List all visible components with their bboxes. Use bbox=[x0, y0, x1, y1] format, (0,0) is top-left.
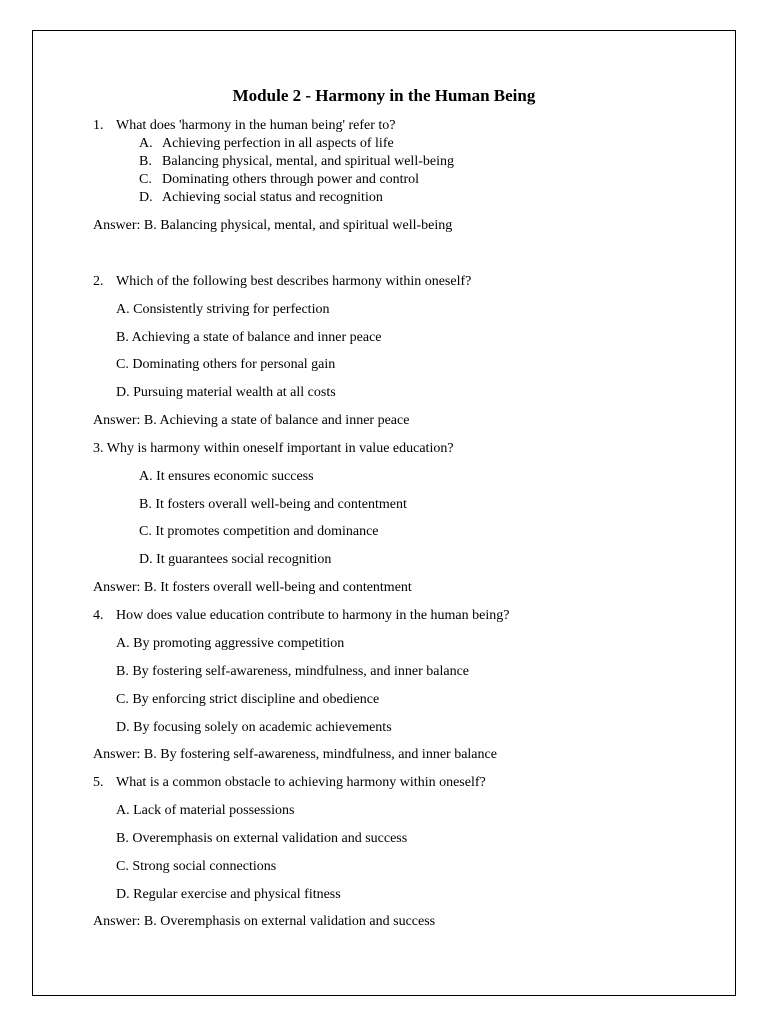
option-text: A. Consistently striving for perfection bbox=[116, 302, 330, 317]
answer-text: Answer: B. Achieving a state of balance and inner peace bbox=[93, 413, 410, 428]
answer-text: Answer: B. By fostering self-awareness, mindfulness, and inner balance bbox=[93, 747, 497, 762]
option-text: D. It guarantees social recognition bbox=[139, 552, 332, 567]
option-text: B. Achieving a state of balance and inner peace bbox=[116, 330, 382, 345]
option-letter: B. bbox=[139, 154, 152, 169]
option-letter: C. bbox=[139, 172, 152, 187]
option-text: C. Dominating others for personal gain bbox=[116, 357, 336, 372]
option-text: B. By fostering self-awareness, mindfulness, and inner balance bbox=[116, 664, 470, 679]
option-text: D. Pursuing material wealth at all costs bbox=[116, 385, 336, 400]
answer-text: Answer: B. Overemphasis on external validation and success bbox=[93, 914, 436, 929]
answer-text: Answer: B. It fosters overall well-being and contentment bbox=[93, 580, 412, 595]
question-text: 3. Why is harmony within oneself important in value education? bbox=[93, 441, 454, 456]
question-number: 2. bbox=[93, 274, 104, 289]
option-text: D. By focusing solely on academic achievements bbox=[116, 720, 392, 735]
option-letter: D. bbox=[139, 190, 153, 205]
option-text: A. It ensures economic success bbox=[139, 469, 314, 484]
option-text: A. Lack of material possessions bbox=[116, 803, 295, 818]
option-text: Balancing physical, mental, and spiritual well-being bbox=[162, 154, 454, 169]
option-text: C. It promotes competition and dominance bbox=[139, 524, 379, 539]
option-text: B. It fosters overall well-being and contentment bbox=[139, 497, 407, 512]
question-text: What does 'harmony in the human being' refer to? bbox=[116, 118, 396, 133]
page-title: Module 2 - Harmony in the Human Being bbox=[232, 86, 536, 105]
option-text: Achieving perfection in all aspects of life bbox=[162, 136, 394, 151]
question-text: What is a common obstacle to achieving harmony within oneself? bbox=[116, 775, 486, 790]
option-text: Achieving social status and recognition bbox=[162, 190, 383, 205]
question-text: Which of the following best describes harmony within oneself? bbox=[116, 274, 472, 289]
question-number: 5. bbox=[93, 775, 104, 790]
option-text: A. By promoting aggressive competition bbox=[116, 636, 345, 651]
option-text: C. Strong social connections bbox=[116, 859, 277, 874]
answer-text: Answer: B. Balancing physical, mental, and spiritual well-being bbox=[93, 218, 453, 233]
question-number: 4. bbox=[93, 608, 104, 623]
option-text: Dominating others through power and control bbox=[162, 172, 420, 187]
question-text: How does value education contribute to harmony in the human being? bbox=[116, 608, 510, 623]
option-text: C. By enforcing strict discipline and obedience bbox=[116, 692, 380, 707]
option-letter: A. bbox=[139, 136, 153, 151]
option-text: B. Overemphasis on external validation and success bbox=[116, 831, 408, 846]
option-text: D. Regular exercise and physical fitness bbox=[116, 887, 341, 902]
question-number: 1. bbox=[93, 118, 104, 133]
